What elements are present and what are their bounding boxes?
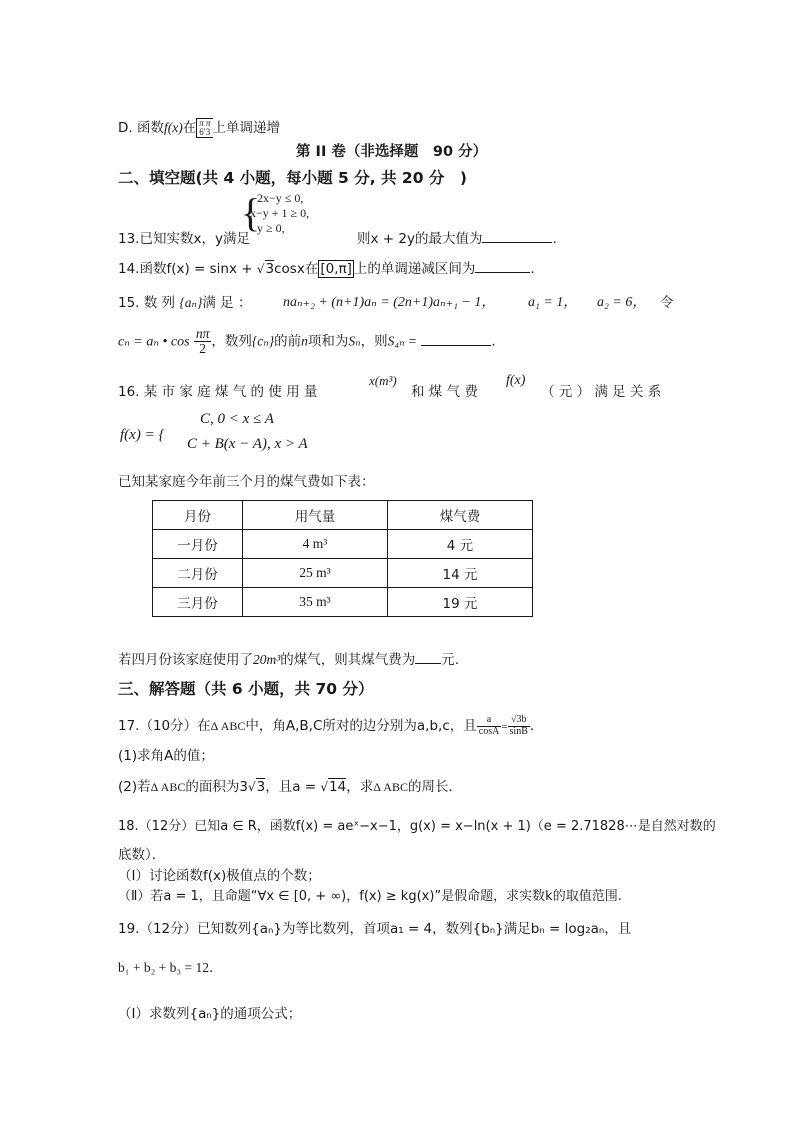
table-row xyxy=(153,530,533,559)
q14-sqrt: 3 xyxy=(265,261,275,277)
q15-prefix: 15. 数 列 xyxy=(118,295,176,311)
interval-denominators: 6′3 xyxy=(199,127,211,137)
q15-blank xyxy=(421,345,491,346)
q15-frac-den: 2 xyxy=(199,341,206,357)
q18-line2: 底数）． xyxy=(118,847,166,863)
q15-recurrence: naₙ₊₂ + (n+1)aₙ = (2n+1)aₙ₊₁ − 1， xyxy=(283,295,496,310)
q15-end: . xyxy=(491,333,496,350)
q17-part2-sqrt3: 3 xyxy=(256,779,266,795)
q13-brace: { xyxy=(241,190,261,235)
table-header-row xyxy=(153,501,533,530)
q15-line2-mid4: ，则 xyxy=(360,333,388,350)
table-cell: 14 元 xyxy=(388,559,533,588)
q16-end-suffix: 元. xyxy=(441,652,460,668)
q14-prefix: 14.函数f(x) = sinx + xyxy=(118,261,257,277)
q15-seq-c: {cₙ} xyxy=(251,333,275,349)
table-cell: 25 m³ xyxy=(243,559,388,588)
q17-frac2 xyxy=(508,715,530,737)
q17-eq: = xyxy=(501,721,508,733)
q14-mid: cosx在 xyxy=(274,261,319,277)
q15-line2-mid3: 项和为 xyxy=(307,333,349,350)
q16-table-intro: 已知某家庭今年前三个月的煤气费如下表： xyxy=(118,474,375,490)
q17-part2-d: ，求 xyxy=(346,779,374,795)
q15-s4n: S₄ₙ = xyxy=(387,333,418,349)
q17-part2-e: 的周长． xyxy=(407,779,462,795)
table-header-cell: 用气量 xyxy=(243,501,388,530)
section3-heading: 三、解答题（共 6 小题，共 70 分） xyxy=(118,680,374,698)
q16-piece-2: C + B(x − A), x > A xyxy=(187,436,308,452)
q18-line1: 18.（12分）已知a ∈ R，函数f(x) = aeˣ−x−1，g(x) = x−ln(x + 1)（e = 2.71828⋯是自然对数的 xyxy=(118,819,716,834)
q16-blank xyxy=(415,663,441,664)
q17-part2-c: ，且a = xyxy=(265,779,321,795)
q13-prefix: 13.已知实数x，y满足 xyxy=(118,231,250,247)
q16-fx: f(x) xyxy=(506,373,526,388)
table-cell: 19 元 xyxy=(388,588,533,617)
q13-constraint-1: 2x−y ≤ 0, xyxy=(257,191,304,205)
q13-suffix xyxy=(357,227,557,247)
q18-part2: （Ⅱ）若a = 1，且命题“∀x ∈ [0, + ∞)，f(x) ≥ kg(x)”是假命题，求实数k的取值范围. xyxy=(118,889,622,904)
q13-end: . xyxy=(552,231,557,247)
q17-frac2-den: sinB xyxy=(509,725,528,737)
option-d-fx: f(x) xyxy=(163,120,183,135)
q17-end: . xyxy=(529,718,535,734)
q16-end-amount: 20m³ xyxy=(253,652,281,667)
q16-line1-c: （ 元 ） 满 足 关 系 xyxy=(541,384,662,400)
q15-frac-num: nπ xyxy=(195,326,210,341)
q15-line2-mid2: 的前 xyxy=(274,333,302,350)
q14-suffix: 上的单调递减区间为 xyxy=(353,261,476,277)
q15-frac xyxy=(194,327,212,356)
q14-end: . xyxy=(530,261,535,277)
q13-blank xyxy=(482,242,552,243)
q16-piece-1: C, 0 < x ≤ A xyxy=(200,411,274,427)
table-cell: 4 元 xyxy=(388,530,533,559)
table-cell: 二月份 xyxy=(153,559,243,588)
part2-title: 第 II 卷（非选择题 90 分） xyxy=(296,144,488,160)
option-d-zai: 在 xyxy=(182,120,197,136)
q17-part2-tri: Δ ABC xyxy=(150,780,186,794)
table-cell: 4 m³ xyxy=(243,530,388,559)
option-d-label: D. 函数 xyxy=(118,120,164,136)
q15-a2: a₂ = 6， xyxy=(597,295,647,310)
q14-interval: [0,π] xyxy=(320,261,352,277)
option-d-interval xyxy=(196,118,212,138)
q17-part1: (1)求角A的值； xyxy=(118,748,214,764)
option-d-rest: 上单调递增 xyxy=(212,120,280,136)
q16-xm3: x(m³) xyxy=(369,373,397,388)
q19-line2: b₁ + b₂ + b₃ = 12． xyxy=(118,960,223,975)
q15-ling: 令 xyxy=(660,295,674,311)
q17-frac1-num: a xyxy=(477,715,502,727)
q15-mid: 满 足 ： xyxy=(202,295,252,311)
q17-frac1-den: cosA xyxy=(478,725,500,737)
q14-blank xyxy=(475,272,530,273)
table-cell: 35 m³ xyxy=(243,588,388,617)
table-header-cell: 煤气费 xyxy=(388,501,533,530)
q15-line1 xyxy=(118,291,251,311)
q16-end-prefix: 若四月份该家庭使用了 xyxy=(118,652,253,668)
q17-tri: Δ ABC xyxy=(210,719,246,733)
q18-part1: （Ⅰ）讨论函数f(x)极值点的个数； xyxy=(118,868,321,884)
q17-part2-b: 的面积为3 xyxy=(185,779,248,795)
q19-line1: 19.（12分）已知数列{aₙ}为等比数列，首项a₁ = 4，数列{bₙ}满足bₙ = log₂aₙ，且 xyxy=(118,921,632,937)
q15-line2-mid: ，数列 xyxy=(211,333,252,350)
q15-line2 xyxy=(118,327,496,356)
option-d xyxy=(118,116,280,138)
q16-line1-b: 和 煤 气 费 xyxy=(411,384,478,400)
q17-part2-a: (2)若 xyxy=(118,779,151,795)
table-row xyxy=(153,588,533,617)
q15-n: n xyxy=(301,333,308,349)
q17-frac1 xyxy=(477,715,502,737)
q15-seq-a: {aₙ} xyxy=(179,295,203,310)
q16-piece-lhs: f(x) = { xyxy=(120,427,165,443)
q17-part2-tri2: Δ ABC xyxy=(373,780,408,794)
q17-frac2-num: √3b xyxy=(508,715,530,727)
q13-constraint-2: x−y + 1 ≥ 0, xyxy=(250,206,310,220)
q17-prefix: 17.（10分）在 xyxy=(118,718,211,734)
table-header-cell: 月份 xyxy=(153,501,243,530)
q14: 14.函数f(x) = sinx + √3cosx在 [0,π] 上的单调递减区间为 . xyxy=(118,261,535,277)
q16-line1-a: 16. 某 市 家 庭 煤 气 的 使 用 量 xyxy=(118,384,318,400)
table-row xyxy=(153,559,533,588)
q17-part2-sqrt14: 14 xyxy=(329,779,347,795)
q17-part2: (2)若Δ ABC的面积为3√3，且a = √14，求Δ ABC的周长． xyxy=(118,779,462,795)
q13-suffix-text: 则x + 2y的最大值为 xyxy=(357,231,483,247)
q16-end-mid: 的煤气，则其煤气费为 xyxy=(280,652,416,668)
q17-mid: 中，角A,B,C所对的边分别为a,b,c，且 xyxy=(245,718,477,734)
q17-line1 xyxy=(118,714,534,737)
q19-part1: （Ⅰ）求数列{aₙ}的通项公式； xyxy=(118,1006,302,1022)
coal-fee-table xyxy=(152,500,533,617)
table-cell: 一月份 xyxy=(153,530,243,559)
q15-a1: a₁ = 1， xyxy=(528,295,578,310)
q15-cn-def: cₙ = aₙ • cos xyxy=(118,334,190,350)
table-cell: 三月份 xyxy=(153,588,243,617)
interval-numerators: π π xyxy=(199,118,211,128)
section2-heading: 二、填空题(共 4 小题，每小题 5 分, 共 20 分 ) xyxy=(118,169,467,187)
q15-sn: Sₙ xyxy=(348,333,361,349)
q16-question xyxy=(118,648,459,668)
q13-constraint-3: y ≥ 0, xyxy=(257,221,285,235)
